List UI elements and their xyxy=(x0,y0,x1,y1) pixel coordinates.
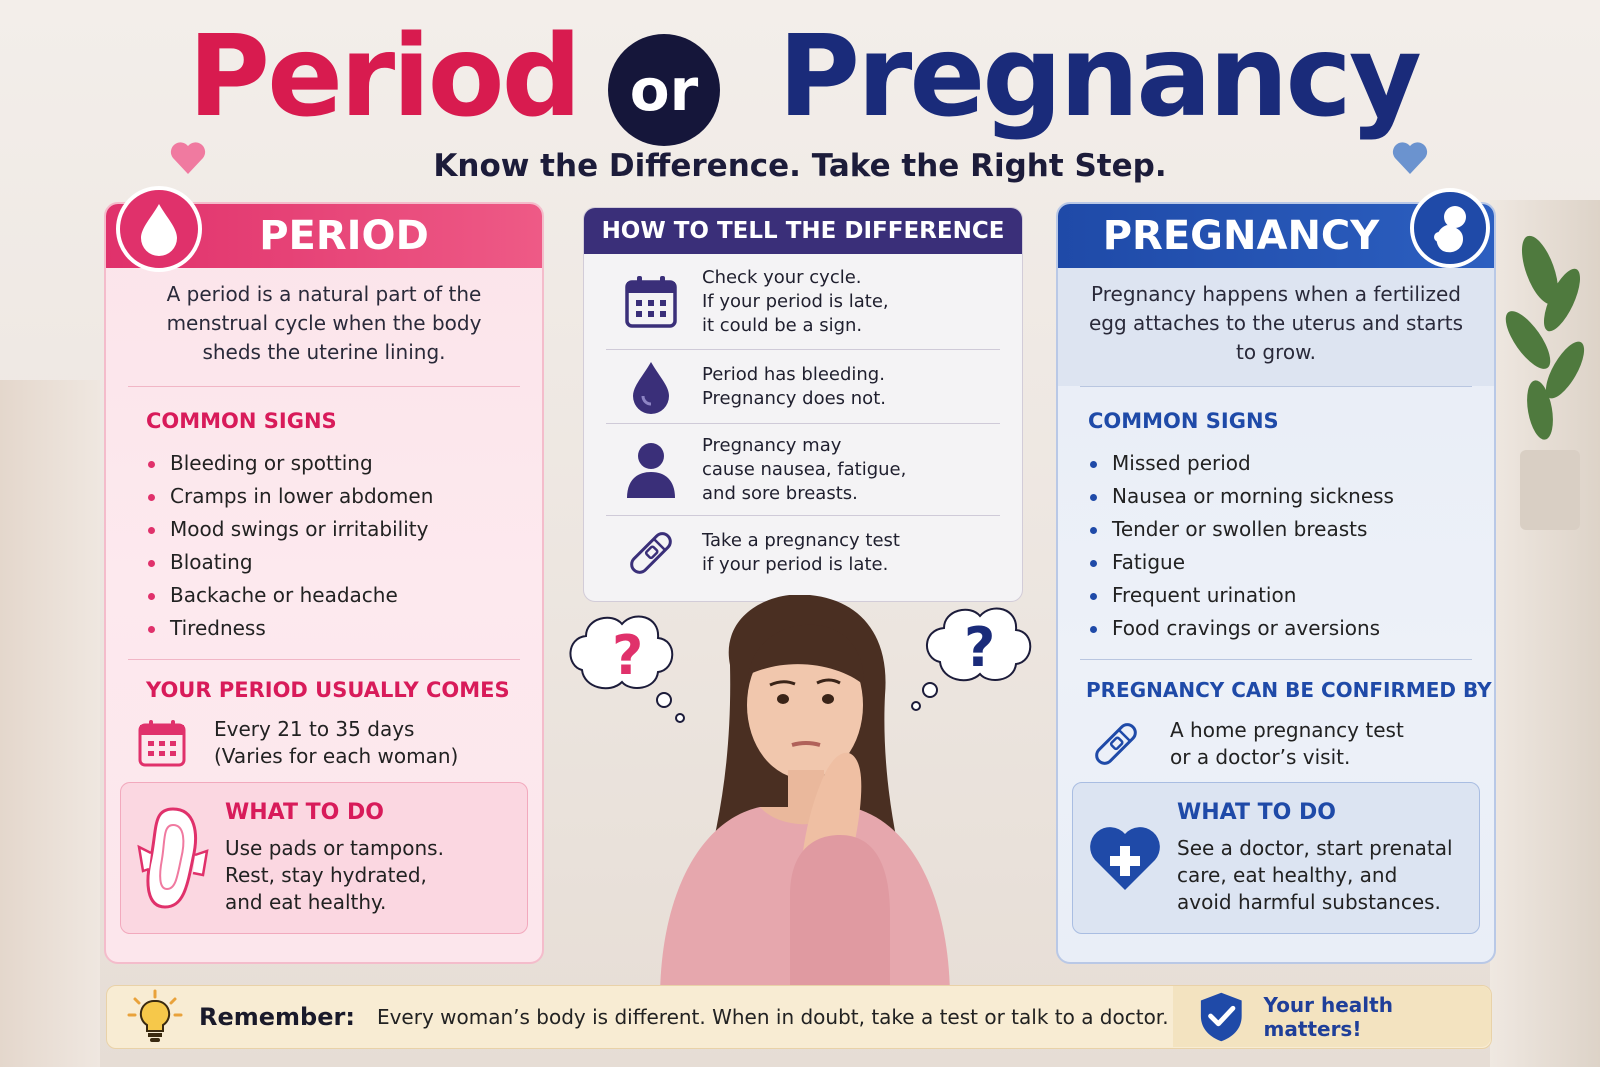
period-signs-title: COMMON SIGNS xyxy=(146,409,337,433)
list-item: Fatigue xyxy=(1088,546,1494,579)
calendar-icon xyxy=(623,274,679,330)
period-comes-line2: (Varies for each woman) xyxy=(214,744,459,768)
pad-icon xyxy=(135,803,211,913)
pregnancy-todo-line1: See a doctor, start prenatal xyxy=(1177,836,1453,860)
list-item: Mood swings or irritability xyxy=(146,513,542,546)
pregnancy-signs-title: COMMON SIGNS xyxy=(1088,409,1279,433)
tip-line: and sore breasts. xyxy=(702,482,858,504)
pregnancy-test-icon xyxy=(1088,716,1144,772)
tip-line: Period has bleeding. xyxy=(702,363,885,385)
tip-line: cause nausea, fatigue, xyxy=(702,458,907,480)
tip-row xyxy=(606,424,1000,516)
tip-line: it could be a sign. xyxy=(702,314,863,336)
tip-line: Take a pregnancy test xyxy=(702,530,900,551)
tip-icon-wrap xyxy=(606,274,696,330)
list-item: Backache or headache xyxy=(146,579,542,612)
tip-line: If your period is late, xyxy=(702,290,889,312)
period-todo-content xyxy=(225,800,444,916)
shield-check-icon xyxy=(1197,990,1246,1044)
period-panel xyxy=(104,202,544,964)
pregnancy-confirm-title: PREGNANCY CAN BE CONFIRMED BY xyxy=(1086,678,1492,702)
title-row xyxy=(0,12,1600,152)
footer-health-section xyxy=(1173,986,1491,1047)
tip-row xyxy=(606,516,1000,590)
tip-line: Pregnancy may xyxy=(702,434,842,456)
tip-text xyxy=(696,363,886,411)
period-signs-list xyxy=(106,433,542,645)
period-panel-title: PERIOD xyxy=(106,204,542,268)
tip-text xyxy=(696,434,906,506)
subtitle: Know the Difference. Take the Right Step. xyxy=(433,148,1167,184)
tip-text xyxy=(696,266,889,338)
list-item: Bleeding or spotting xyxy=(146,447,542,480)
pregnancy-todo-line3: avoid harmful substances. xyxy=(1177,890,1441,914)
tip-line: Pregnancy does not. xyxy=(702,387,886,409)
list-item: Bloating xyxy=(146,546,542,579)
difference-panel xyxy=(583,207,1023,602)
svg-text:?: ? xyxy=(612,624,644,687)
list-item: Frequent urination xyxy=(1088,579,1494,612)
tip-icon-wrap xyxy=(606,525,696,581)
period-comes-row xyxy=(106,702,542,770)
pregnancy-todo-line2: care, eat healthy, and xyxy=(1177,863,1398,887)
tip-row xyxy=(606,254,1000,350)
list-item: Cramps in lower abdomen xyxy=(146,480,542,513)
thinking-woman-illustration xyxy=(640,595,970,1000)
pregnancy-panel-title: PREGNANCY xyxy=(1058,204,1494,268)
drop-icon xyxy=(631,360,671,414)
period-todo-box xyxy=(120,782,528,934)
tip-text xyxy=(696,529,900,577)
period-todo-title: WHAT TO DO xyxy=(225,800,384,825)
period-todo-line3: and eat healthy. xyxy=(225,890,387,914)
plant-decoration xyxy=(1500,230,1590,530)
list-item: Tiredness xyxy=(146,612,542,645)
title-pregnancy: Pregnancy xyxy=(778,12,1419,142)
tip-row xyxy=(606,350,1000,424)
background-left xyxy=(0,380,100,1067)
tip-line: Check your cycle. xyxy=(702,266,862,288)
footer-label: Remember: xyxy=(199,1003,355,1031)
period-comes-text xyxy=(188,716,458,770)
pregnancy-signs-list xyxy=(1058,433,1494,645)
list-item: Nausea or morning sickness xyxy=(1088,480,1494,513)
lightbulb-icon xyxy=(127,989,183,1045)
tip-icon-wrap xyxy=(606,360,696,414)
pregnancy-todo-title: WHAT TO DO xyxy=(1177,800,1336,825)
tip-line: if your period is late. xyxy=(702,554,889,575)
list-item: Tender or swollen breasts xyxy=(1088,513,1494,546)
title-period: Period xyxy=(188,12,579,142)
pregnancy-confirm-text xyxy=(1144,717,1404,771)
pregnancy-todo-content xyxy=(1177,800,1453,916)
period-intro: A period is a natural part of the menstrual cycle when the body sheds the uterine lining. xyxy=(166,282,482,364)
calendar-icon xyxy=(136,717,188,769)
footer-health-text: Your health matters! xyxy=(1263,992,1393,1041)
pregnancy-confirm-row xyxy=(1058,702,1494,772)
list-item: Food cravings or aversions xyxy=(1088,612,1494,645)
medical-heart-icon xyxy=(1087,820,1163,896)
pregnancy-confirm-line1: A home pregnancy test xyxy=(1170,718,1404,742)
test-icon xyxy=(623,525,679,581)
footer-banner xyxy=(106,985,1492,1049)
pregnancy-confirm-line2: or a doctor’s visit. xyxy=(1170,745,1351,769)
svg-text:?: ? xyxy=(964,616,996,679)
pregnancy-intro: Pregnancy happens when a fertilized egg attaches to the uterus and starts to grow. xyxy=(1058,268,1494,386)
period-comes-title: YOUR PERIOD USUALLY COMES xyxy=(146,678,510,702)
or-badge: or xyxy=(608,34,720,146)
footer-text: Every woman’s body is different. When in doubt, take a test or talk to a doctor. xyxy=(376,1005,1169,1029)
fetus-icon xyxy=(1410,188,1490,268)
pregnancy-panel xyxy=(1056,202,1496,964)
difference-title: HOW TO TELL THE DIFFERENCE xyxy=(584,208,1022,254)
period-comes-line1: Every 21 to 35 days xyxy=(214,717,415,741)
period-todo-line2: Rest, stay hydrated, xyxy=(225,863,427,887)
blood-drop-icon xyxy=(116,186,202,272)
period-todo-line1: Use pads or tampons. xyxy=(225,836,444,860)
tip-icon-wrap xyxy=(606,440,696,500)
person-icon xyxy=(625,440,677,500)
list-item: Missed period xyxy=(1088,447,1494,480)
pregnancy-todo-box xyxy=(1072,782,1480,934)
